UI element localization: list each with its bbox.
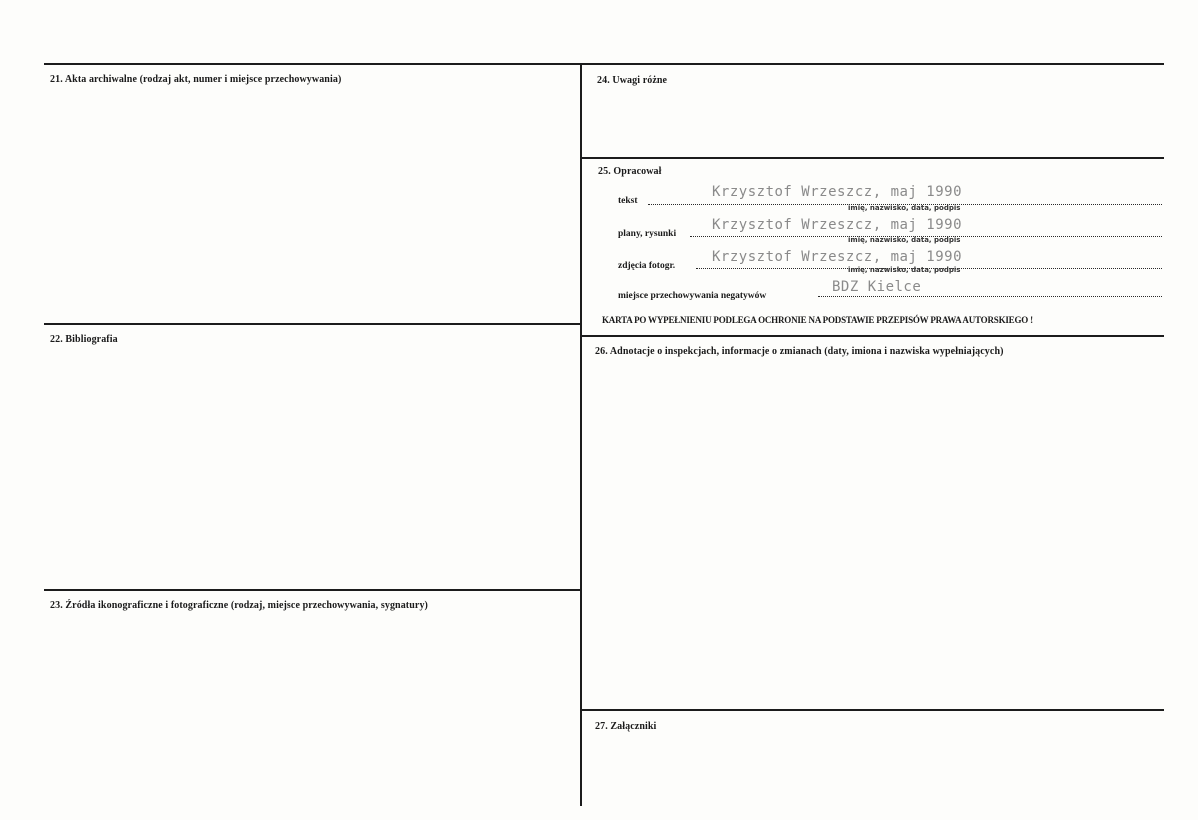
tekst-value: Krzysztof Wrzeszcz, maj 1990 [712, 184, 963, 200]
top-rule [44, 63, 1164, 65]
center-divider [580, 64, 582, 806]
section-25-title: 25. Opracował [598, 166, 662, 177]
section-21-title: 21. Akta archiwalne (rodzaj akt, numer i miejsce przechowywania) [50, 74, 342, 85]
rule-21-22 [44, 323, 581, 325]
section-26-title: 26. Adnotacje o inspekcjach, informacje o zmianach (daty, imiona i nazwiska wypełniających) [595, 346, 1004, 357]
tekst-label: tekst [618, 196, 638, 206]
section-22-title: 22. Bibliografia [50, 334, 118, 345]
negatywy-dotted-line [818, 296, 1162, 297]
zdjecia-value: Krzysztof Wrzeszcz, maj 1990 [712, 249, 963, 265]
rule-26-27 [581, 709, 1164, 711]
section-27-title: 27. Załączniki [595, 721, 657, 732]
copyright-notice: KARTA PO WYPEŁNIENIU PODLEGA OCHRONIE NA PODSTAWIE PRZEPISÓW PRAWA AUTORSKIEGO ! [602, 315, 1033, 325]
negatywy-value: BDZ Kielce [832, 279, 922, 295]
tekst-hint: imię, nazwisko, data, podpis [848, 204, 961, 212]
zdjecia-label: zdjęcia fotogr. [618, 261, 676, 271]
section-23-title: 23. Źródła ikonograficzne i fotograficzne (rodzaj, miejsce przechowywania, sygnatury) [50, 600, 428, 611]
plany-value: Krzysztof Wrzeszcz, maj 1990 [712, 217, 963, 233]
plany-hint: imię, nazwisko, data, podpis [848, 236, 961, 244]
rule-24-25 [581, 157, 1164, 159]
zdjecia-hint: imię, nazwisko, data, podpis [848, 266, 961, 274]
section-24-title: 24. Uwagi różne [597, 75, 668, 86]
plany-label: plany, rysunki [618, 229, 677, 239]
rule-25-26 [581, 335, 1164, 337]
negatywy-label: miejsce przechowywania negatywów [618, 291, 767, 301]
rule-22-23 [44, 589, 581, 591]
